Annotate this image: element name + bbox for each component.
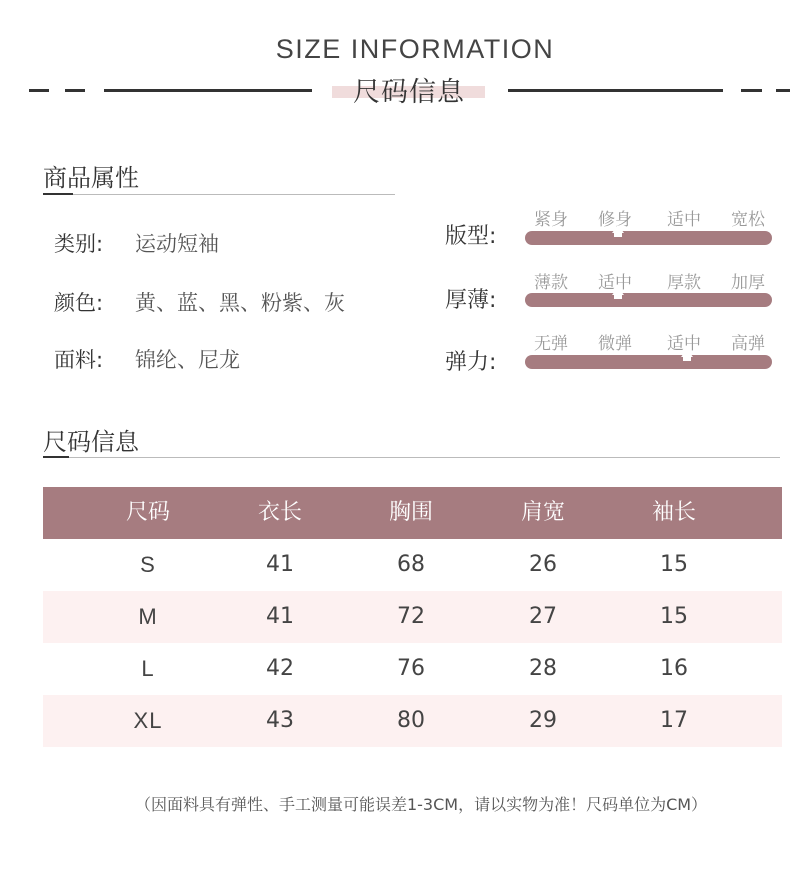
table-row xyxy=(43,539,782,591)
scale-bar-thickness xyxy=(525,293,772,307)
table-cell: 29 xyxy=(529,708,557,733)
attribute-color xyxy=(54,287,345,317)
header-line-right xyxy=(508,89,723,92)
table-cell: 80 xyxy=(397,708,425,733)
size-section-title: 尺码信息 xyxy=(43,428,139,456)
scale-option: 厚款 xyxy=(667,273,701,293)
scale-option: 加厚 xyxy=(731,273,765,293)
table-cell: S xyxy=(140,552,156,577)
table-cell: M xyxy=(138,604,158,629)
table-cell: 41 xyxy=(266,552,294,577)
column-header-size: 尺码 xyxy=(125,500,170,525)
table-cell: L xyxy=(141,656,155,681)
attribute-label: 面料: xyxy=(54,348,104,372)
column-header-chest: 胸围 xyxy=(388,500,433,525)
scale-marker xyxy=(612,287,624,295)
scale-option: 高弹 xyxy=(731,334,765,354)
attribute-category xyxy=(54,228,219,258)
column-header-shoulder: 肩宽 xyxy=(520,500,565,525)
scale-bar-fit xyxy=(525,231,772,245)
title-chinese: 尺码信息 xyxy=(353,77,465,108)
scale-options-thickness xyxy=(528,268,770,293)
scale-label-elasticity: 弹力: xyxy=(445,350,497,375)
attribute-label: 类别: xyxy=(54,232,104,256)
scale-option: 微弹 xyxy=(598,334,632,354)
attributes-divider xyxy=(43,194,395,195)
header-line-left xyxy=(104,89,312,92)
size-section-divider xyxy=(43,457,780,458)
attributes-title: 商品属性 xyxy=(43,164,139,192)
scale-option: 修身 xyxy=(598,210,632,230)
table-cell: 43 xyxy=(266,708,294,733)
size-section-divider-accent xyxy=(43,456,69,458)
header-dash xyxy=(741,89,762,92)
title-english: SIZE INFORMATION xyxy=(275,34,555,64)
scale-option: 适中 xyxy=(598,273,632,293)
table-cell: 42 xyxy=(266,656,294,681)
table-row xyxy=(43,695,782,747)
attribute-fabric xyxy=(54,344,240,374)
table-cell: 76 xyxy=(397,656,425,681)
scale-option: 适中 xyxy=(667,210,701,230)
scale-option: 适中 xyxy=(667,334,701,354)
column-header-length: 衣长 xyxy=(257,500,302,525)
attribute-label: 颜色: xyxy=(54,291,104,315)
table-cell: 68 xyxy=(397,552,425,577)
table-cell: 41 xyxy=(266,604,294,629)
header-dash xyxy=(65,89,85,92)
table-header xyxy=(43,487,782,539)
table-cell: XL xyxy=(133,708,163,733)
table-cell: 72 xyxy=(397,604,425,629)
table-cell: 28 xyxy=(529,656,557,681)
column-header-sleeve: 袖长 xyxy=(651,500,696,525)
measurement-note: （因面料具有弹性、手工测量可能误差1-3CM，请以实物为准！尺码单位为CM） xyxy=(134,795,708,814)
scale-option: 薄款 xyxy=(534,273,568,293)
scale-option: 无弹 xyxy=(534,334,568,354)
attribute-value: 锦纶、尼龙 xyxy=(135,348,240,372)
scale-label-fit: 版型: xyxy=(445,224,497,249)
attribute-value: 运动短袖 xyxy=(135,232,219,256)
table-cell: 26 xyxy=(529,552,557,577)
table-cell: 16 xyxy=(660,656,688,681)
table-row xyxy=(43,643,782,695)
scale-options-fit xyxy=(528,205,770,230)
scale-bar-elasticity xyxy=(525,355,772,369)
attributes-divider-accent xyxy=(43,193,73,195)
table-cell: 17 xyxy=(660,708,688,733)
scale-marker xyxy=(681,349,693,357)
table-cell: 15 xyxy=(660,604,688,629)
scale-options-elasticity xyxy=(528,329,770,354)
table-row xyxy=(43,591,782,643)
size-table xyxy=(43,487,782,747)
scale-marker xyxy=(612,225,624,233)
table-cell: 27 xyxy=(529,604,557,629)
attribute-value: 黄、蓝、黑、粉紫、灰 xyxy=(135,291,345,315)
scale-option: 紧身 xyxy=(534,210,568,230)
scale-option: 宽松 xyxy=(731,210,765,230)
scale-label-thickness: 厚薄: xyxy=(445,288,497,313)
header-dash xyxy=(776,89,790,92)
table-cell: 15 xyxy=(660,552,688,577)
header-dash xyxy=(29,89,49,92)
